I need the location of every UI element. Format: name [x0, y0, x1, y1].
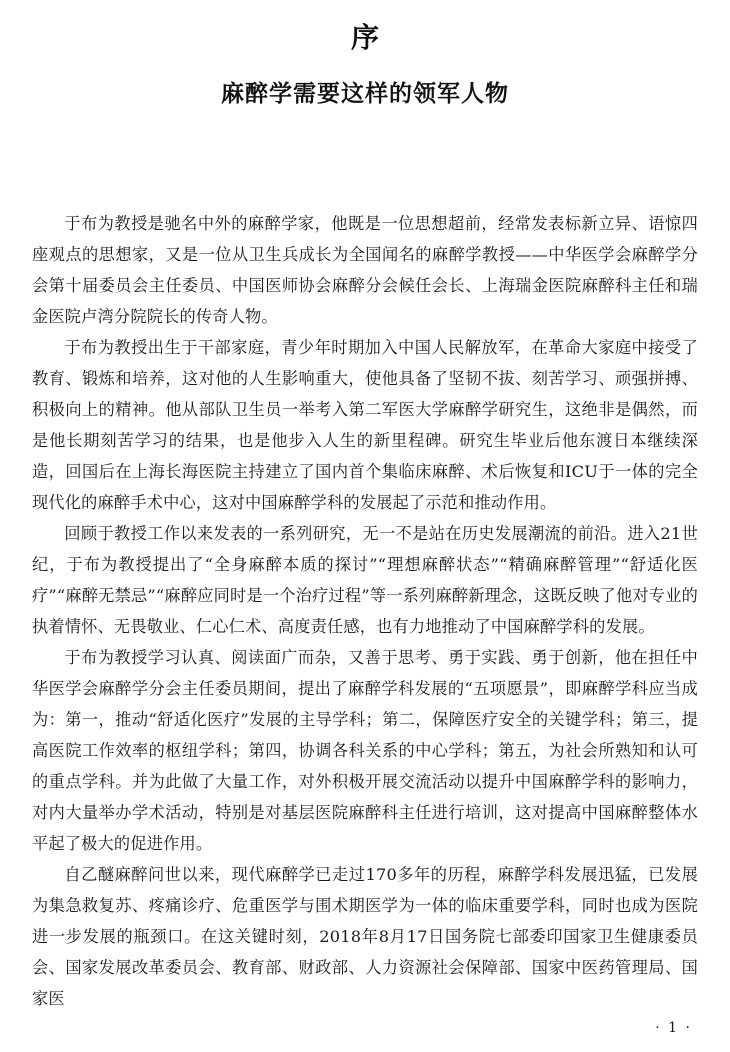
paragraph: 自乙醚麻醉问世以来，现代麻醉学已走过170多年的历程，麻醉学科发展迅猛，已发展为集急救复苏、疼痛诊疗、危重医学与围术期医学为一体的临床重要学科，同时也成为医院进一步发展的瓶颈口。在这关键时刻，2018年8月17日国务院七部委印国家卫生健康委员会、国家发展改革委员会、教育部、财政部、人力资源社会保障部、国家中医药管理局、国家医 [32, 865, 698, 1008]
body-text [32, 208, 698, 1014]
preface-title: 序 [350, 21, 379, 54]
paragraph: 于布为教授是驰名中外的麻醉学家，他既是一位思想超前，经常发表标新立异、语惊四座观点的思想家，又是一位从卫生兵成长为全国闻名的麻醉学教授——中华医学会麻醉学分会第十届委员会主任委员、中国医师协会麻醉分会候任会长、上海瑞金医院麻醉科主任和瑞金医院卢湾分院院长的传奇人物。 [32, 214, 698, 326]
paragraph: 回顾于教授工作以来发表的一系列研究，无一不是站在历史发展潮流的前沿。进入21世纪，于布为教授提出了“全身麻醉本质的探讨”“理想麻醉状态”“精确麻醉管理”“舒适化医疗”“麻醉无禁忌”“麻醉应同时是一个治疗过程”等一系列麻醉新理念，这既反映了他对专业的执着情怀、无畏敬业、仁心仁术、高度责任感，也有力地推动了中国麻醉学科的发展。 [32, 524, 698, 636]
preface-subtitle: 麻醉学需要这样的领军人物 [221, 80, 509, 107]
page-number: · 1 · [655, 1020, 692, 1036]
paragraph: 于布为教授学习认真、阅读面广而杂，又善于思考、勇于实践、勇于创新，他在担任中华医学会麻醉学分会主任委员期间，提出了麻醉学科发展的“五项愿景”，即麻醉学科应当成为：第一，推动“舒适化医疗”发展的主导学科；第二，保障医疗安全的关键学科；第三，提高医院工作效率的枢纽学科；第四，协调各科关系的中心学科；第五，为社会所熟知和认可的重点学科。并为此做了大量工作，对外积极开展交流活动以提升中国麻醉学科的影响力，对内大量举办学术活动，特别是对基层医院麻醉科主任进行培训，这对提高中国麻醉整体水平起了极大的促进作用。 [32, 648, 698, 853]
paragraph: 于布为教授出生于干部家庭，青少年时期加入中国人民解放军，在革命大家庭中接受了教育、锻炼和培养，这对他的人生影响重大，使他具备了坚韧不拔、刻苦学习、顽强拼搏、积极向上的精神。他从部队卫生员一举考入第二军医大学麻醉学研究生，这绝非是偶然，而是他长期刻苦学习的结果，也是他步入人生的新里程碑。研究生毕业后他东渡日本继续深造，回国后在上海长海医院主持建立了国内首个集临床麻醉、术后恢复和ICU于一体的完全现代化的麻醉手术中心，这对中国麻醉学科的发展起了示范和推动作用。 [32, 338, 698, 512]
